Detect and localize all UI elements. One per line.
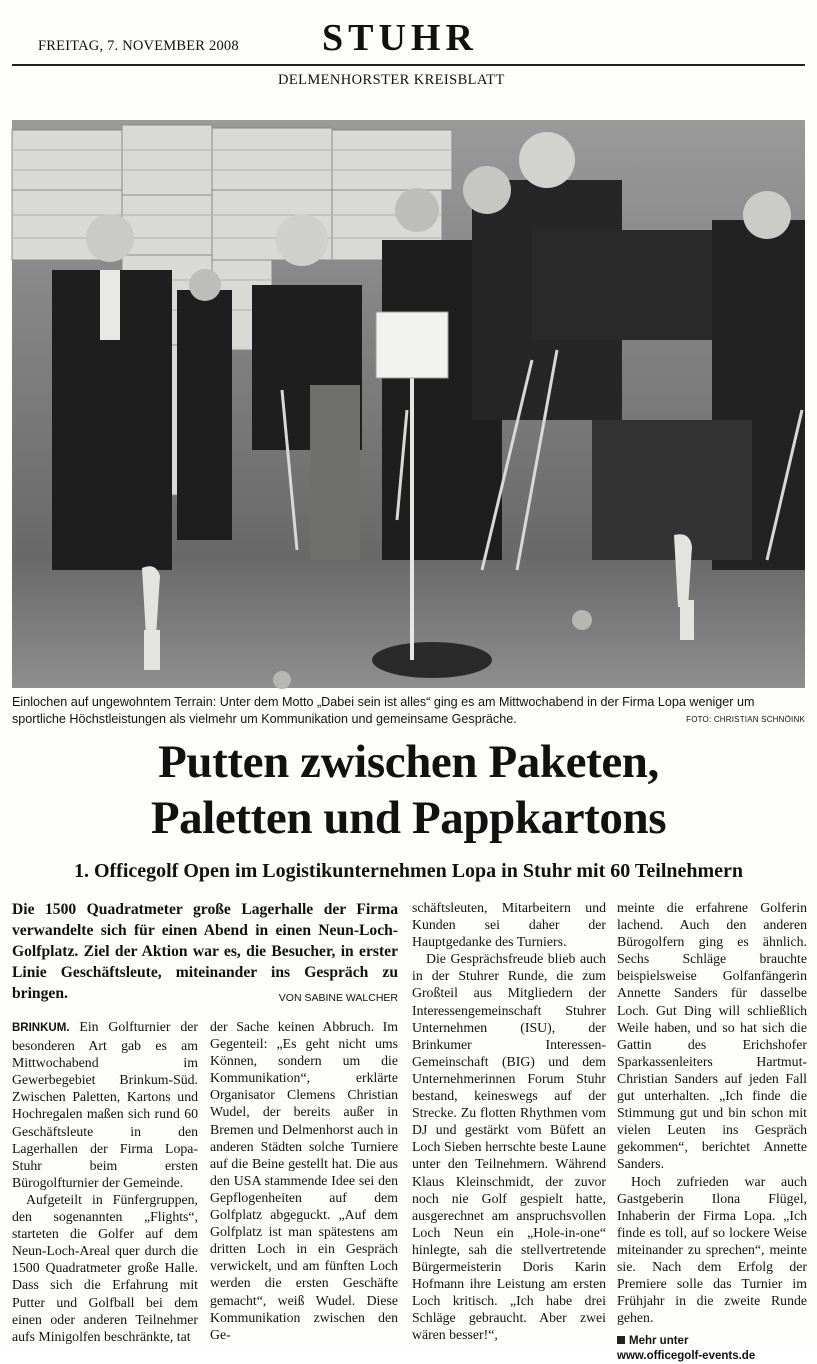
- more-info: [617, 1334, 807, 1364]
- photo-caption: [12, 694, 805, 728]
- section-title: STUHR: [322, 17, 478, 59]
- article-column-4: [617, 899, 807, 1364]
- issue-date: FREITAG, 7. NOVEMBER 2008: [38, 38, 239, 54]
- article-photo: [12, 120, 805, 688]
- headline-line-1: Putten zwischen Paketen,: [158, 736, 659, 788]
- paragraph: Die Gesprächsfreude blieb auch in der Stuhrer Runde, die zum Großteil aus Mitgliedern der Interessengemeinschaft Stuhrer Unternehmen (ISU), der Brinkumer Interessen-Gemeinschaft (BIG) und dem Unternehmerinnen Forum Stuhr bestand, keineswegs auf der Strecke. Zu flotten Rhythmen vom DJ und gestärkt vom Büfett an Loch Sieben herrschte beste Laune unter den Teilnehmern. Während Klaus Kleinschmidt, der zuvor noch nie Golf gespielt hatte, ausgerechnet am anspruchsvollen Loch Neun ein „Hole-in-one“ hinlegte, sah die stellvertretende Bürgermeisterin Doris Karin Hofmann ihre Leistung am ersten Loch kritisch. „Ich habe drei Schläge gebraucht. Aber zwei wären besser!“,: [412, 951, 606, 1343]
- masthead-rule: [12, 64, 805, 66]
- article-lead: [12, 899, 398, 1009]
- photo-credit: FOTO: CHRISTIAN SCHNÖINK: [686, 715, 805, 724]
- paragraph: meinte die erfahrene Golferin lachend. Auch den anderen Bürogolfern ging es ähnlich. Sechs Schläge brauchte beispielsweise Golfanfängerin Annette Sanders für dasselbe Loch. Gut Ding will schließlich Weile haben, und so hat sich die Gattin des Erichshofer Sparkassenleiters Hartmut-Christian Sanders auf jeden Fall gut unterhalten. „Ich finde die Stimmung gut und bin schon mit vielen Leuten ins Gespräch gekommen“, berichtet Annette Sanders.: [617, 900, 807, 1172]
- paragraph: Aufgeteilt in Fünfergruppen, den sogenannten „Flights“, starteten die Golfer auf dem Neun-Loch-Areal quer durch die 1500 Quadratmeter große Halle. Dass sich die Erfahrung mit Putter und Golfball bei dem einen oder anderen Teilnehmer aufs Minigolfen beschränkte, tat: [12, 1191, 198, 1344]
- caption-text: Einlochen auf ungewohntem Terrain: Unter dem Motto „Dabei sein ist alles“ ging es am Mittwochabend in der Firma Lopa weniger um sportliche Höchstleistungen als vielmehr um Kommunikation und gemeinsame Gespräche.: [12, 695, 755, 726]
- byline: VON SABINE WALCHER: [278, 992, 398, 1004]
- headline-line-2: Paletten und Pappkartons: [150, 792, 667, 844]
- article-column-2: [210, 1018, 398, 1343]
- headline: [0, 734, 817, 846]
- more-label: Mehr unter: [629, 1335, 689, 1348]
- paragraph: schäftsleuten, Mitarbeitern und Kunden sei daher der Hauptgedanke des Turniers.: [412, 900, 606, 950]
- dateline: BRINKUM.: [12, 1022, 70, 1034]
- more-link[interactable]: www.officegolf-events.de: [617, 1350, 756, 1363]
- lead-text: Die 1500 Quadratmeter große Lagerhalle der Firma verwandelte sich für einen Abend in einen Neun-Loch-Golfplatz. Ziel der Aktion war es, die Besucher, in erster Linie Geschäftsleute, miteinander ins Gespräch zu bringen.: [12, 901, 398, 1002]
- publication-name: DELMENHORSTER KREISBLATT: [278, 72, 505, 88]
- paragraph: Hoch zufrieden war auch Gastgeberin Ilona Flügel, Inhaberin der Firma Lopa. „Ich finde es toll, auf so lockere Weise miteinander zu sprechen“, meinte sie. Nach dem Erfolg der Premiere solle das Turnier im Frühjahr in die zweite Runde gehen.: [617, 1173, 807, 1326]
- photo-illustration: [12, 120, 805, 688]
- subheadline: 1. Officegolf Open im Logistikunternehmen Lopa in Stuhr mit 60 Teilnehmern: [73, 860, 744, 882]
- paragraph: der Sache keinen Abbruch. Im Gegenteil: „Es geht nicht ums Können, sondern um die Kommunikation“, erklärte Organisator Clemens Christian Wudel, der bereits außer in Bremen und Delmenhorst auch in anderen Städten solche Turniere auf die Beine gestellt hat. Die aus den USA stammende Idee sei den Gepflogenheiten auf dem Golfplatz abgeguckt. „Auf dem Golfplatz ist man spätestens am dritten Loch in ein Gespräch verwickelt, und am fünften Loch werden die ersten Geschäfte gemacht“, weiß Wudel. Diese Kommunikation zwischen den Ge-: [210, 1019, 398, 1342]
- paragraph-text: Ein Golfturnier der besonderen Art gab es am Mittwochabend im Gewerbegebiet Brinkum-Süd. Zwischen Paletten, Kartons und Hochregalen maßen sich rund 60 Geschäftsleute in den Lagerhallen der Firma Lopa-Stuhr beim ersten Bürogolfturnier der Gemeinde.: [12, 1019, 198, 1190]
- square-bullet-icon: [617, 1336, 625, 1344]
- paragraph: [12, 1018, 198, 1191]
- article-column-1: [12, 1018, 198, 1345]
- article-column-3: [412, 899, 606, 1343]
